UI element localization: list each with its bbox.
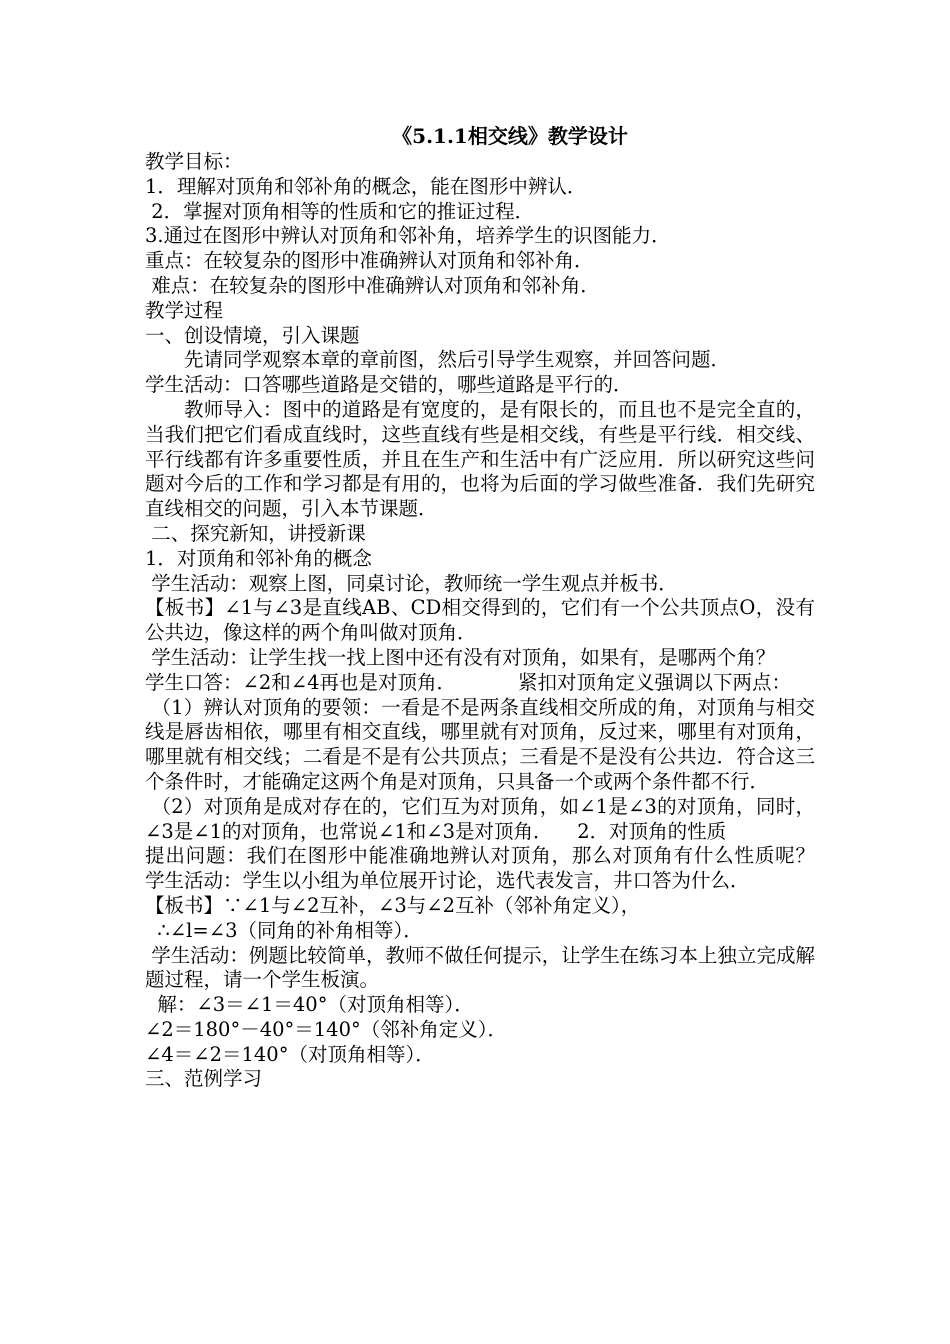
paragraph-solution-2: ∠2＝180°－40°＝140°（邻补角定义）． bbox=[145, 1017, 507, 1041]
paragraph-objective-2: 2．掌握对顶角相等的性质和它的推证过程． bbox=[145, 199, 535, 223]
paragraph-section-1-heading: 一、创设情境，引入课题 bbox=[145, 323, 360, 347]
paragraph-objectives-heading: 教学目标： bbox=[145, 150, 243, 173]
paragraph-key-point: 重点：在较复杂的图形中准确辨认对顶角和邻补角． bbox=[145, 249, 594, 273]
paragraph-student-activity-1: 学生活动：口答哪些道路是交错的，哪些道路是平行的． bbox=[145, 373, 633, 397]
paragraph-concept-heading: 1．对顶角和邻补角的概念 bbox=[145, 546, 372, 570]
document-page bbox=[145, 122, 877, 1092]
paragraph-student-activity-4: 学生活动：例题比较简单，教师不做任何提示，让学生在练习本上独立完成解题过程，请一个学生板演。 bbox=[145, 943, 815, 992]
paragraph-observe-intro: 先请同学观察本章的章前图，然后引导学生观察，并回答问题． bbox=[184, 348, 731, 372]
paragraph-student-answer: 学生口答：∠2和∠4再也是对顶角． 紧扣对顶角定义强调以下两点： bbox=[145, 670, 791, 694]
document-title: 《5.1.1相交线》教学设计 bbox=[392, 124, 628, 148]
paragraph-point-2: （2）对顶角是成对存在的，它们互为对顶角，如∠1是∠3的对顶角，同时，∠3是∠1的对顶角，也常说∠1和∠3是对顶角． 2．对顶角的性质 bbox=[145, 794, 815, 843]
paragraph-section-3-heading: 三、范例学习 bbox=[145, 1067, 263, 1091]
paragraph-student-activity-2: 学生活动：观察上图，同桌讨论，教师统一学生观点并板书． bbox=[145, 571, 678, 595]
paragraph-board-2-conclusion: ∴∠l=∠3（同角的补角相等）． bbox=[145, 918, 423, 942]
paragraph-objective-1: 1．理解对顶角和邻补角的概念，能在图形中辨认． bbox=[145, 174, 587, 198]
paragraph-point-1: （1）辨认对顶角的要领：一看是不是两条直线相交所成的角，对顶角与相交线是唇齿相依，哪里有相交直线，哪里就有对顶角，反过来，哪里有对顶角，哪里就有相交线；二看是不是有公共顶点；三看是不是没有公共边．符合这三个条件时，才能确定这两个角是对顶角，只具备一个或两个条件都不行． bbox=[145, 695, 815, 793]
paragraph-teacher-intro: 教师导入：图中的道路是有宽度的，是有限长的，而且也不是完全直的，当我们把它们看成直线时，这些直线有些是相交线，有些是平行线．相交线、平行线都有许多重要性质，并且在生产和生活中有广泛应用．所以研究这些问题对今后的工作和学习都是有用的，也将为后面的学习做些准备．我们先研究直线相交的问题，引入本节课题． bbox=[145, 397, 815, 521]
paragraph-solution-1: 解：∠3＝∠1＝40°（对顶角相等）． bbox=[145, 993, 474, 1017]
paragraph-question: 提出问题：我们在图形中能准确地辨认对顶角，那么对顶角有什么性质呢？ 学生活动：学生以小组为单位展开讨论，选代表发言，井口答为什么． bbox=[145, 844, 877, 893]
paragraph-solution-3: ∠4＝∠2＝140°（对顶角相等）． bbox=[145, 1042, 435, 1066]
paragraph-section-2-heading: 二、探究新知，讲授新课 bbox=[145, 521, 366, 545]
paragraph-process-heading: 教学过程 bbox=[145, 298, 224, 322]
paragraph-board-2: 【板书】∵∠1与∠2互补，∠3与∠2互补（邻补角定义）， bbox=[145, 893, 641, 917]
paragraph-student-activity-3: 学生活动：让学生找一找上图中还有没有对顶角，如果有，是哪两个角？ bbox=[145, 645, 776, 669]
paragraph-board-1: 【板书】∠1与∠3是直线AB、CD相交得到的，它们有一个公共顶点O，没有公共边，像这样的两个角叫做对顶角． bbox=[145, 596, 815, 645]
paragraph-difficult-point: 难点：在较复杂的图形中准确辨认对顶角和邻补角． bbox=[145, 273, 600, 297]
paragraph-objective-3: 3.通过在图形中辨认对顶角和邻补角，培养学生的识图能力． bbox=[145, 224, 671, 248]
